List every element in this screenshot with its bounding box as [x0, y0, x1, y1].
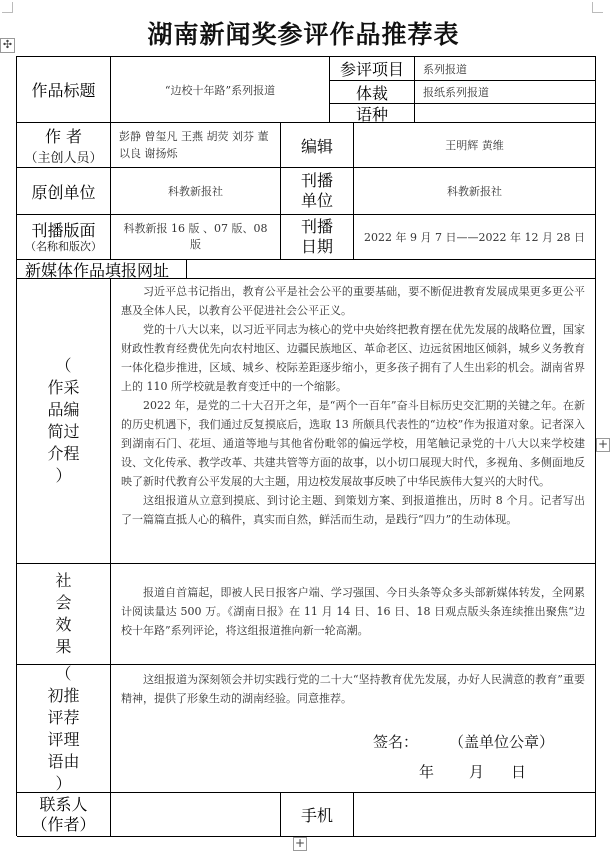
author-label: 作 者 — [44, 127, 83, 146]
review-label-cell — [17, 665, 111, 793]
publish-date-label-line2: 日期 — [300, 237, 333, 256]
impact-label-cell — [17, 564, 111, 665]
author-label-note: （主创人员） — [24, 151, 103, 166]
language-label-cell — [330, 104, 415, 123]
author-label-cell — [17, 123, 111, 168]
work-title-value-cell[interactable] — [111, 57, 330, 123]
add-row-plus-icon[interactable]: + — [294, 836, 306, 850]
publish-page-value-cell[interactable] — [111, 215, 281, 260]
intro-label-line: 品编 — [47, 400, 80, 419]
publish-date-label-cell — [281, 215, 354, 260]
source-unit-label-cell — [17, 168, 111, 215]
work-title-label: 作品标题 — [31, 81, 96, 100]
review-text-body — [111, 667, 595, 711]
intro-text-cell[interactable] — [111, 279, 596, 564]
intro-paragraph: 习近平总书记指出，教育公平是社会公平的重要基础，要不断促进教育发展成果更多更公平惠及全体人民，以教育公平促进社会公平正义。 — [121, 285, 585, 317]
source-unit-value: 科教新报社 — [168, 185, 223, 198]
intro-label-line: 介程 — [47, 444, 80, 463]
review-label-line: 评理 — [47, 729, 80, 749]
official-seal-label: （盖单位公章） — [449, 733, 555, 751]
phone-value-cell[interactable] — [354, 793, 596, 837]
impact-text-cell[interactable] — [111, 564, 596, 665]
language-value-cell[interactable] — [415, 104, 596, 123]
genre-value-cell[interactable] — [415, 81, 596, 104]
publish-page-label: 刊播版面 — [31, 221, 96, 240]
impact-label-line: 社 — [55, 571, 72, 590]
review-label-line: （ — [55, 663, 72, 683]
review-label-line: 语由 — [47, 751, 80, 771]
category-value: 系列报道 — [423, 62, 467, 76]
publish-date-value-cell[interactable] — [354, 215, 596, 260]
crop-mark-top-right — [592, 2, 603, 13]
publish-date-label-line1: 刊播 — [300, 217, 333, 236]
intro-text-body — [111, 279, 595, 532]
contact-label-note: （作者） — [31, 814, 96, 834]
publish-unit-label-cell — [281, 168, 354, 215]
publish-page-label-cell — [17, 215, 111, 260]
editor-label-cell — [281, 123, 354, 168]
impact-label-line: 效 — [55, 615, 72, 634]
contact-value-cell[interactable] — [111, 793, 281, 837]
work-title-label-cell — [17, 57, 111, 123]
date-month-label: 月 — [469, 763, 485, 781]
impact-paragraph: 报道自首篇起，即被人民日报客户端、学习强国、今日头条等众多头部新媒体转发，全网累计阅读量达 500 万。《湖南日报》在 11 月 14 日、16 日、18 日观点版头条连续推出聚焦“边校十年路”系列评论，将这组报道推向新一轮高潮。 — [121, 586, 585, 637]
source-unit-value-cell[interactable] — [111, 168, 281, 215]
category-value-cell[interactable] — [415, 57, 596, 81]
date-year-label: 年 — [419, 763, 435, 781]
genre-value: 报纸系列报道 — [423, 86, 489, 99]
signature-label: 签名： — [373, 733, 419, 751]
publish-unit-label-line2: 单位 — [300, 191, 333, 210]
publish-unit-value: 科教新报社 — [447, 185, 502, 198]
add-column-plus-icon[interactable]: + — [597, 437, 609, 451]
publish-unit-value-cell[interactable] — [354, 168, 596, 215]
source-unit-label: 原创单位 — [31, 182, 96, 202]
new-media-url-value-cell[interactable] — [187, 260, 596, 279]
category-label-cell — [330, 57, 415, 81]
impact-label-line: 果 — [55, 637, 72, 656]
intro-label-line: 作采 — [47, 378, 80, 397]
review-label-line: 初推 — [47, 685, 80, 705]
authors-value-cell[interactable] — [111, 123, 281, 168]
intro-label-line: ） — [55, 466, 72, 485]
editor-value: 王明辉 黄维 — [445, 139, 504, 152]
impact-label-line: 会 — [55, 593, 72, 612]
new-media-url-label: 新媒体作品填报网址 — [25, 260, 170, 280]
table-move-handle-icon[interactable]: ✣ — [0, 38, 15, 53]
publish-unit-label-line1: 刊播 — [300, 171, 333, 190]
publish-page-value: 科教新报 16 版 、07 版、08 版 — [123, 222, 268, 251]
new-media-url-label-cell — [17, 260, 187, 279]
intro-label-line: 简过 — [47, 422, 80, 441]
genre-label: 体裁 — [355, 83, 388, 103]
publish-page-label-note: （名称和版次） — [25, 240, 102, 253]
work-title-value: “边校十年路”系列报道 — [164, 83, 276, 97]
intro-label-line: （ — [55, 356, 72, 375]
crop-mark-top-left — [2, 2, 13, 13]
intro-paragraph: 党的十八大以来，以习近平同志为核心的党中央始终把教育摆在优先发展的战略位置，国家财政性教育经费优先向农村地区、边疆民族地区、革命老区、边远贫困地区倾斜，城乡义务教育一体化稳步推进，区域、城乡、校际差距逐步缩小，更多孩子拥有了人生出彩的机会。湖南省界上的 110 所学校就是教育变迁中的一个缩影。 — [121, 323, 585, 393]
intro-paragraph: 2022 年，是党的二十大召开之年，是“两个一百年”奋斗目标历史交汇期的关键之年。在新的历史机遇下，我们通过反复摸底后，选取 13 所颇具代表性的“边校”作为报道对象。记者深入到湖南石门、花垣、通道等地与其他省份毗邻的偏远学校，用笔触记录党的十八大以来学校建设、文化传承、教学改革、共建共管等方面的故事，以小切口展现大时代，多视角、多侧面地反映了新时代教育公平发展的大主题，用边校发展故事反映了中华民族伟大复兴的大时代。 — [121, 399, 585, 488]
contact-label-cell — [17, 793, 111, 837]
impact-text-body — [111, 580, 595, 643]
review-text-cell[interactable] — [111, 665, 596, 793]
contact-label: 联系人 — [39, 794, 88, 814]
language-label: 语种 — [355, 104, 388, 124]
authors-value: 彭静 曾玺凡 王燕 胡荧 刘芬 董以良 谢扬烁 — [119, 130, 269, 160]
category-label: 参评项目 — [339, 60, 404, 79]
intro-paragraph: 这组报道从立意到摸底、到讨论主题、到策划方案、到报道推出，历时 8 个月。记者写出了一篇篇直抵人心的稿件，真实而自然，鲜活而生动，是践行“四力”的生动体现。 — [121, 494, 585, 526]
document-title: 湖南新闻奖参评作品推荐表 — [147, 20, 460, 49]
review-paragraph: 这组报道为深刻领会并切实践行党的二十大“坚持教育优先发展，办好人民满意的教育”重要精神，提供了形象生动的湖南经验。同意推荐。 — [121, 673, 585, 705]
phone-label-cell — [281, 793, 354, 837]
intro-label-cell — [17, 279, 111, 564]
review-label-line: ） — [55, 773, 72, 793]
date-day-label: 日 — [511, 763, 527, 781]
editor-value-cell[interactable] — [354, 123, 596, 168]
review-label-line: 评荐 — [47, 707, 80, 727]
phone-label: 手机 — [300, 806, 333, 825]
recommendation-form-table — [16, 56, 596, 836]
editor-label: 编辑 — [300, 136, 333, 156]
publish-date-value: 2022 年 9 月 7 日——2022 年 12 月 28 日 — [364, 231, 585, 244]
